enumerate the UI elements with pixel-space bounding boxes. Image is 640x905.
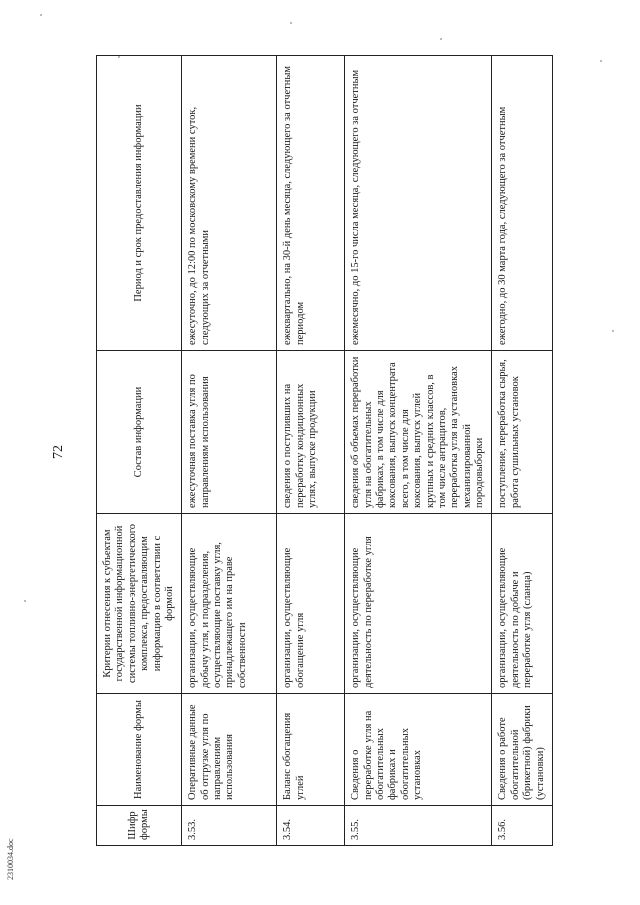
header-criteria: Критерии отнесения к субъектам государственной информационной системы топливно-энергетического комплекса, предоставляющим информацию в соответствии с формой [97, 514, 182, 694]
cell-code: 3.56. [492, 806, 553, 846]
cell-name: Сведения о переработке угля на обогатительных фабриках и обогатительных установках [345, 694, 492, 806]
cell-criteria: организации, осуществляющие деятельность по переработке угля [345, 514, 492, 694]
cell-name: Сведения о работе обогатительной (брикетной) фабрики (установки) [492, 694, 553, 806]
cell-criteria: организации, осуществляющие деятельность по добыче и переработке угля (сланца) [492, 514, 553, 694]
cell-code: 3.54. [277, 806, 345, 846]
header-code: Шифр формы [97, 806, 182, 846]
table-row [492, 56, 553, 846]
cell-period: ежегодно, до 30 марта года, следующего за отчетным [492, 56, 553, 351]
page-number: 72 [51, 445, 66, 459]
cell-name: Оперативные данные об отгрузке угля по направлениям использования [182, 694, 277, 806]
header-name: Наименование формы [97, 694, 182, 806]
cell-period: ежемесячно, до 15-го числа месяца, следующего за отчетным [345, 56, 492, 351]
rotated-table-container [96, 56, 546, 846]
cell-criteria: организации, осуществляющие добычу угля, и подразделения, осуществляющие поставку угля, принадлежащего им на праве собственности [182, 514, 277, 694]
header-period: Период и срок предоставления информации [97, 56, 182, 351]
table-header-row [97, 56, 182, 846]
table-row [182, 56, 277, 846]
table-row [345, 56, 492, 846]
cell-content: сведения о поступивших на переработку кондиционных углях, выпуске продукции [277, 351, 345, 514]
cell-period: ежеквартально, на 30-й день месяца, следующего за отчетным периодом [277, 56, 345, 351]
document-footer: 2310034.doc [6, 838, 15, 880]
forms-table [96, 55, 553, 846]
cell-content: ежесуточная поставка угля по направлениям использования [182, 351, 277, 514]
cell-criteria: организации, осуществляющие обогащение угля [277, 514, 345, 694]
cell-name: Баланс обогащения углей [277, 694, 345, 806]
cell-period: ежесуточно, до 12:00 по московскому времени суток, следующих за отчетными [182, 56, 277, 351]
table-row [277, 56, 345, 846]
cell-content: поступление, переработка сырья, работа сушильных установок [492, 351, 553, 514]
header-content: Состав информации [97, 351, 182, 514]
cell-code: 3.53. [182, 806, 277, 846]
cell-code: 3.55. [345, 806, 492, 846]
cell-content: сведения об объемах переработки угля на обогатительных фабриках, в том числе для коксования, выпуск концентрата всего, в том числе для коксования, выпуск углей крупных и средних классов, в том числе антрацитов, переработка угля на установках механизированной породовыборки [345, 351, 492, 514]
